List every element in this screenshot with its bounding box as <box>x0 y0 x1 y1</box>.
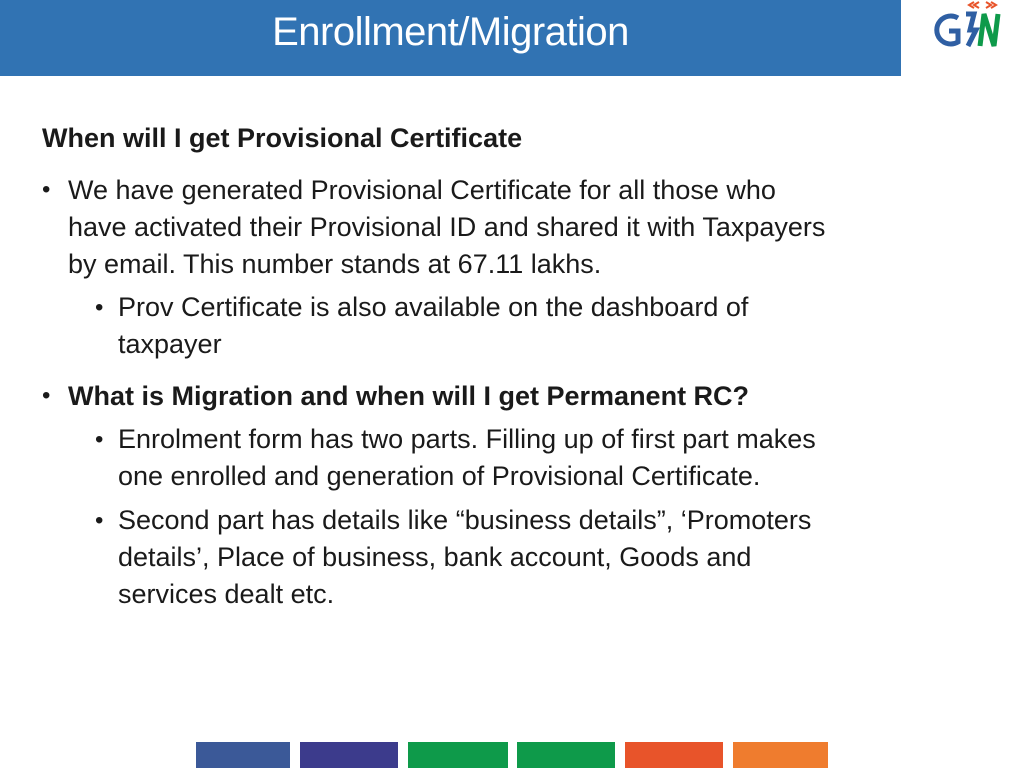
footer-color-block <box>300 742 398 768</box>
sub-bullet-text-line: Second part has details like “business details”, ‘Promoters <box>118 505 812 535</box>
sub-bullet-dot: • <box>95 294 104 321</box>
bullet-text-line: have activated their Provisional ID and shared it with Taxpayers <box>68 212 826 242</box>
sub-bullet-text-line: one enrolled and generation of Provisional Certificate. <box>118 461 761 491</box>
footer-color-block <box>625 742 723 768</box>
footer-color-block <box>196 742 290 768</box>
bullet-dot: • <box>42 382 51 409</box>
bullet-dot: • <box>42 176 51 203</box>
footer-color-block <box>408 742 508 768</box>
sub-bullet-text-line: services dealt etc. <box>118 579 335 609</box>
sub-bullet-text-line: details’, Place of business, bank account, Goods and <box>118 542 752 572</box>
footer-color-block <box>517 742 615 768</box>
sub-bullet-dot: • <box>95 426 104 453</box>
sub-bullet-dot: • <box>95 507 104 534</box>
sub-bullet-text-line: Prov Certificate is also available on the dashboard of <box>118 292 749 322</box>
footer-color-block <box>733 742 828 768</box>
bullet-text-line: We have generated Provisional Certificate for all those who <box>68 175 776 205</box>
bullet-text-line: What is Migration and when will I get Permanent RC? <box>68 381 750 411</box>
slide-title: Enrollment/Migration <box>272 10 629 54</box>
bullet-text-line: by email. This number stands at 67.11 lakhs. <box>68 249 602 279</box>
sub-bullet-text-line: Enrolment form has two parts. Filling up of first part makes <box>118 424 816 454</box>
section-heading: When will I get Provisional Certificate <box>42 123 523 153</box>
sub-bullet-text-line: taxpayer <box>118 329 222 359</box>
